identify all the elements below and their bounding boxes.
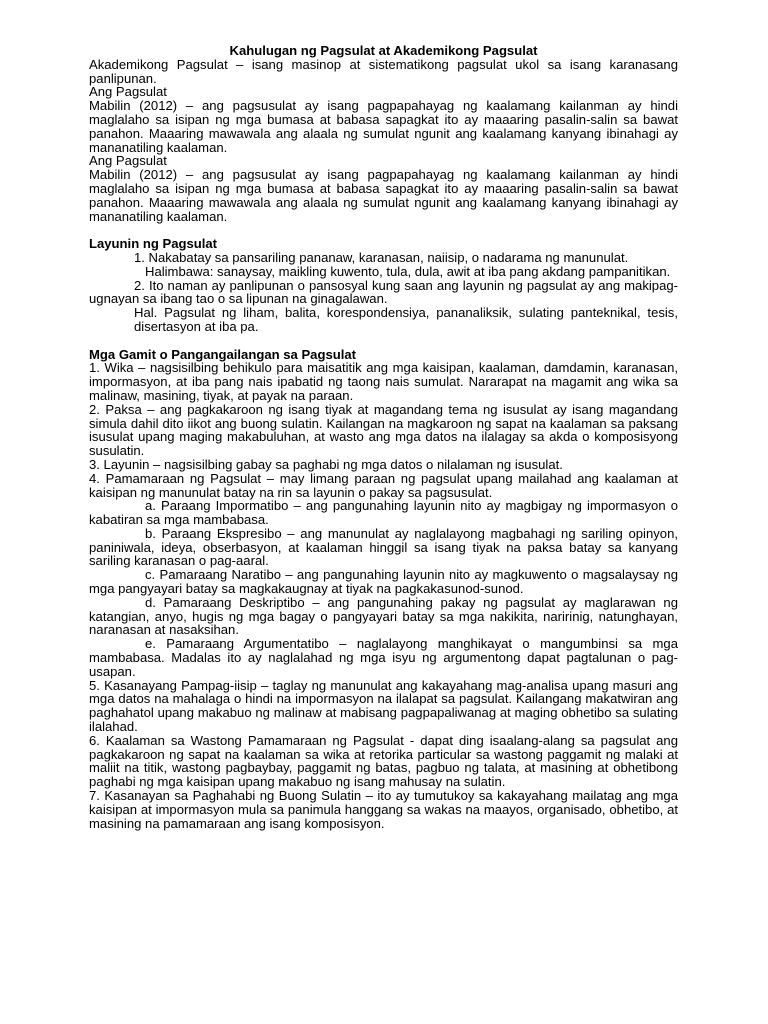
gamit-item-7: 7. Kasanayan sa Paghahabi ng Buong Sulatin – ito ay tumutukoy sa kakayahang mailatag ang mga kaisipan at impormasyon mula sa panimula hanggang sa wakas na maayos, organisado, obhetibo, at masining na pamamaraan ang isang komposisyon. [89,788,678,831]
document-title: Kahulugan ng Pagsulat at Akademikong Pagsulat [229,43,538,58]
layunin-heading: Layunin ng Pagsulat [89,236,218,252]
gamit-item-2: 2. Paksa – ang pagkakaroon ng isang tiyak at magandang tema ng isusulat ay isang magandang simula dahil dito iikot ang buong sulatin. Kailangan na magkaroon ng sapat na kaalaman sa paksang isusulat upang maging makabuluhan, at wasto ang mga datos na ilalagay sa akda o komposisyong susulatin. [89,401,678,459]
gamit-item-4e: e. Pamaraang Argumentatibo – naglalayong manghikayat o mangumbinsi sa mga mambabasa. Madalas ito ay naglalahad ng mga isyu ng argumentong dapat pagtalunan o pag-usapan. [89,636,678,679]
akademikong-pagsulat-definition: Akademikong Pagsulat – isang masinop at sistematikong pagsulat ukol sa isang karanasang panlipunan. [89,56,678,86]
document-page [89,44,678,830]
section-label-ang-pagsulat-2: Ang Pagsulat [89,153,167,169]
layunin-item-1-example: Halimbawa: sanaysay, maikling kuwento, tula, dula, awit at iba pang akdang pampanitikan. [145,263,671,279]
mabilin-paragraph-2: Mabilin (2012) – ang pagsusulat ay isang pagpapahayag ng kaalamang kailanman ay hindi maglalaho sa isipan ng mga bumasa at babasa sapagkat ito ay maaaring pasalin-salin sa bawat panahon. Maaaring mawawala ang alaala ng sumulat ngunit ang kaalamang kanyang ibinahagi ay mananatiling kaalaman. [89,167,678,224]
layunin-item-2-example: Hal. Pagsulat ng liham, balita, korespondensiya, pananaliksik, sulating panteknikal, tesis, disertasyon at iba pa. [134,305,678,334]
gamit-item-4c: c. Pamaraang Naratibo – ang pangunahing layunin nito ay magkuwento o magsalaysay ng mga pangyayari batay sa magkakaugnay at tiyak na pagkakasunod-sunod. [89,567,678,597]
gamit-item-1: 1. Wika – nagsisilbing behikulo para maisatitik ang mga kaisipan, kaalaman, damdamin, karanasan, impormasyon, at iba pang nais ipabatid ng taong nais sumulat. Nararapat na magamit ang wika sa malinaw, masining, tiyak, at payak na paraan. [89,360,678,403]
mabilin-paragraph-1: Mabilin (2012) – ang pagsusulat ay isang pagpapahayag ng kaalamang kailanman ay hindi maglalaho sa isipan ng mga bumasa at babasa sapagkat ito ay maaaring pasalin-salin sa bawat panahon. Maaaring mawawala ang alaala ng sumulat ngunit ang kaalamang kanyang ibinahagi ay mananatiling kaalaman. [89,98,678,155]
gamit-heading: Mga Gamit o Pangangailangan sa Pagsulat [89,346,357,362]
gamit-item-5: 5. Kasanayang Pampag-iisip – taglay ng manunulat ang kakayahang mag-analisa upang masuri ang mga datos na mahalaga o hindi na impormasyon na ilalapat sa pagsulat. Kailangang makatwiran ang paghahatol upang makabuo ng malinaw at mabisang pagpapaliwanag at maging obhetibo sa sulating ilalahad. [89,677,678,735]
gamit-item-6: 6. Kaalaman sa Wastong Pamamaraan ng Pagsulat - dapat ding isaalang-alang sa pagsulat ang pagkakaroon ng sapat na kaalaman sa wika at retorika particular sa wastong paggamit ng malaki at maliit na titik, wastong pagbaybay, paggamit ng batas, pagbuo ng talata, at masining at obhetibong paghabi ng mga kaisipan upang makabuo ng isang mahusay na sulatin. [89,732,678,790]
layunin-item-2: 2. Ito naman ay panlipunan o pansosyal kung saan ang layunin ng pagsulat ay ang makipag-ugnayan sa ibang tao o sa lipunan na ginagalawan. [89,277,678,307]
gamit-item-4b: b. Paraang Ekspresibo – ang manunulat ay naglalayong magbahagi ng sariling opinyon, paniniwala, ideya, obserbasyon, at kaalaman hinggil sa isang tiyak na paksa batay sa kanyang sariling karanasan o pag-aaral. [89,525,678,569]
section-label-ang-pagsulat-1: Ang Pagsulat [89,84,167,100]
gamit-item-4d: d. Pamaraang Deskriptibo – ang pangunahing pakay ng pagsulat ay maglarawan ng katangian, anyo, hugis ng mga bagay o pangyayari batay sa mga nakikita, naririnig, natunghayan, naranasan at nasaksihan. [89,594,678,638]
gamit-item-3: 3. Layunin – nagsisilbing gabay sa paghabi ng mga datos o nilalaman ng isusulat. [89,456,563,472]
layunin-item-1: 1. Nakabatay sa pansariling pananaw, karanasan, naiisip, o nadarama ng manunulat. [134,249,629,265]
gamit-item-4: 4. Pamamaraan ng Pagsulat – may limang paraan ng pagsulat upang mailahad ang kaalaman at kaisipan ng manunulat batay na rin sa layunin o pakay sa pagsusulat. [89,470,678,500]
gamit-item-4a: a. Paraang Impormatibo – ang pangunahing layunin nito ay magbigay ng impormasyon o kabatiran sa mga mambabasa. [89,498,678,528]
